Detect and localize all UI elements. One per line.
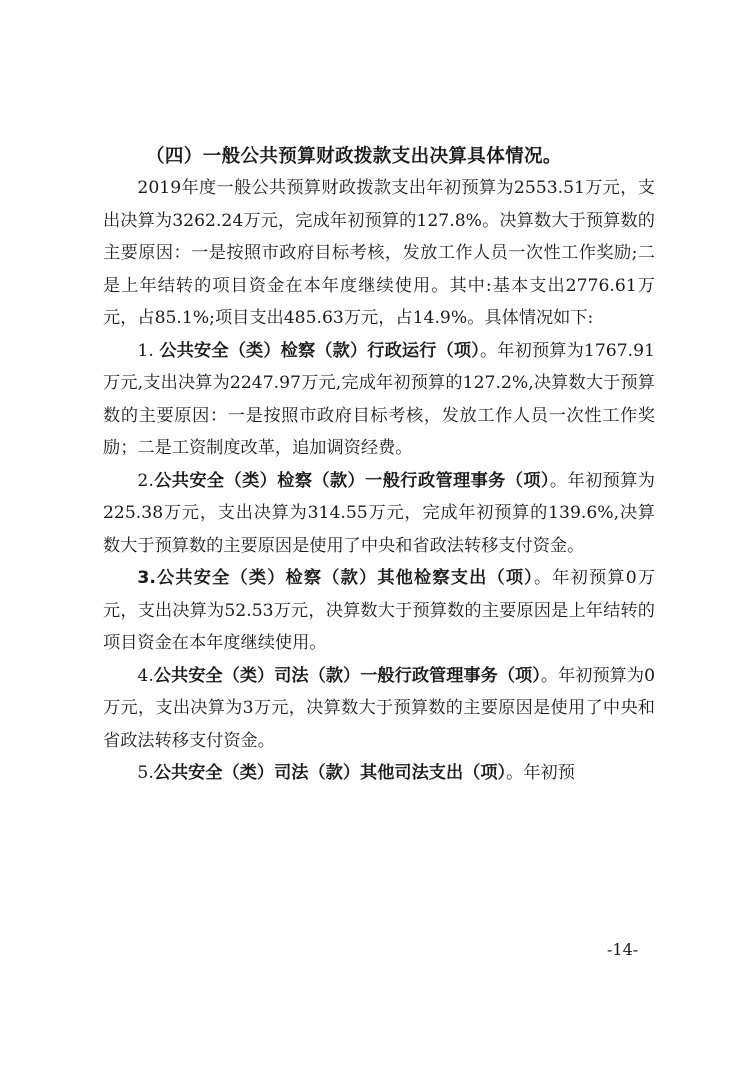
- item-number: 2.: [137, 470, 154, 491]
- document-body: [103, 172, 655, 790]
- item-text: 。年初预: [506, 763, 575, 783]
- item-text: 。年初预算为1767.91万元,支出决算为2247.97万元,完成年初预算的127.2%,决算数大于预算数的主要原因：一是按照市政府目标考核，发放工作人员一次性工作奖励；二是工资制度改革，追加调资经费。: [103, 340, 655, 458]
- item-title: 公共安全（类）检察（款）其他检察支出（项）: [155, 568, 534, 588]
- section-heading: （四）一般公共预算财政拨款支出决算具体情况。: [146, 146, 562, 167]
- item-paragraph-1: [103, 335, 655, 465]
- item-paragraph-3: [103, 562, 655, 660]
- item-title: 公共安全（类）检察（款）一般行政管理事务（项）: [153, 470, 550, 491]
- item-paragraph-5: [103, 757, 655, 790]
- item-text: 。年初预算为0万元，支出决算为3万元，决算数大于预算数的主要原因是使用了中央和省政法转移支付资金。: [103, 665, 656, 751]
- item-number: 3.: [137, 568, 156, 588]
- item-title: 公共安全（类）司法（款）其他司法支出（项）: [153, 763, 507, 783]
- intro-paragraph: 2019年度一般公共预算财政拨款支出年初预算为2553.51万元，支出决算为3262.24万元，完成年初预算的127.8%。决算数大于预算数的主要原因：一是按照市政府目标考核，发放工作人员一次性工作奖励;二是上年结转的项目资金在本年度继续使用。其中:基本支出2776.61万元，占85.1%;项目支出485.63万元，占14.9%。具体情况如下:: [103, 178, 655, 328]
- item-paragraph-2: [103, 465, 655, 563]
- item-number: 4.: [137, 665, 154, 686]
- item-number: 5.: [137, 763, 154, 783]
- item-title: 公共安全（类）检察（款）行政运行（项）: [159, 340, 480, 361]
- page-number: -14-: [607, 940, 639, 959]
- item-number: 1.: [137, 340, 160, 361]
- item-title: 公共安全（类）司法（款）一般行政管理事务（项）: [153, 665, 541, 686]
- item-text: 。年初预算0万元，支出决算为52.53万元，决算数大于预算数的主要原因是上年结转的项目资金在本年度继续使用。: [103, 568, 656, 653]
- item-paragraph-4: [103, 660, 655, 758]
- item-text: 。年初预算为225.38万元，支出决算为314.55万元，完成年初预算的139.6%,决算数大于预算数的主要原因是使用了中央和省政法转移支付资金。: [103, 470, 655, 556]
